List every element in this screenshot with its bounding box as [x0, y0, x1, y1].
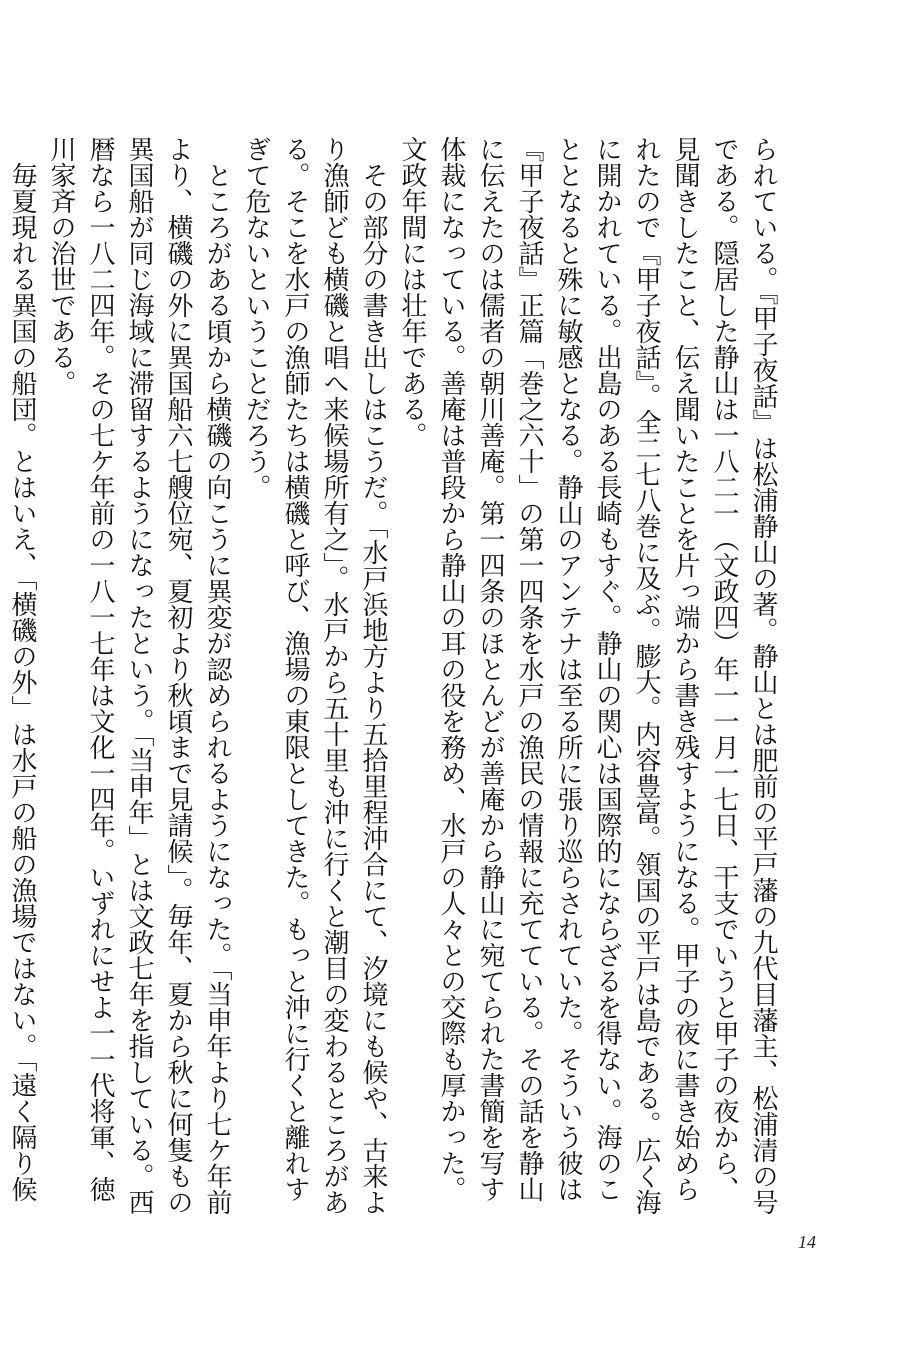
paragraph-summer-fleet: 毎夏現れる異国の船団。とはいえ、「横磯の外」は水戸の船の漁場ではない。「遠く隔り候 — [7, 162, 37, 1202]
paragraph-foreign-ships: ところがある頃から横磯の向こうに異変が認められるようになった。「当申年より七ケ年前より、横磯の外に異国船六七艘位宛、夏初より秋頃まで見請候」。毎年、夏から秋に何隻もの異国船が同じ海域に滞留するようになったという。「当申年」とは文政七年を指している。西暦なら一八二四年。その七ケ年前の一八一七年は文化一四年。いずれにせよ一一代将軍、徳川家斉の治世である。 — [46, 136, 232, 1215]
vertical-text-body — [0, 136, 782, 1216]
paragraph-kasshi-yawa: られている。『甲子夜話』は松浦静山の著。静山とは肥前の平戸藩の九代目藩主、松浦清の号である。隠居した静山は一八二一（文政四）年一一月一七日、干支でいうと甲子の夜から、見聞きしたこと、伝え聞いたことを片っ端から書き残すようになる。甲子の夜に書き始められたので『甲子夜話』。全二七八巻に及ぶ。膨大。内容豊富。領国の平戸は島である。広く海に開かれている。出島のある長崎もすぐ。静山の関心は国際的にならざるを得ない。海のこととなると殊に敏感となる。静山のアンテナは至る所に張り巡らされていた。そういう彼は『甲子夜話』正篇「巻之六十」の第一四条を水戸の漁民の情報に充てている。その話を静山に伝えたのは儒者の朝川善庵。第一四条のほとんどが善庵から静山に宛てられた書簡を写す体裁になっている。善庵は普段から静山の耳の役を務め、水戸の人々との交際も厚かった。文政年間には壮年である。 — [397, 136, 778, 1215]
paragraph-yokoiso: その部分の書き出しはこうだ。「水戸浜地方より五拾里程沖合にて、汐境にも候や、古来より漁師ども横磯と唱へ来候場所有之」。水戸から五十里も沖に行くと潮目の変わるところがある。そこを水戸の漁師たちは横磯と呼び、漁場の東限としてきた。もっと沖に行くと離れすぎて危ないということだろう。 — [241, 136, 388, 1215]
page-number: 14 — [798, 1232, 816, 1252]
